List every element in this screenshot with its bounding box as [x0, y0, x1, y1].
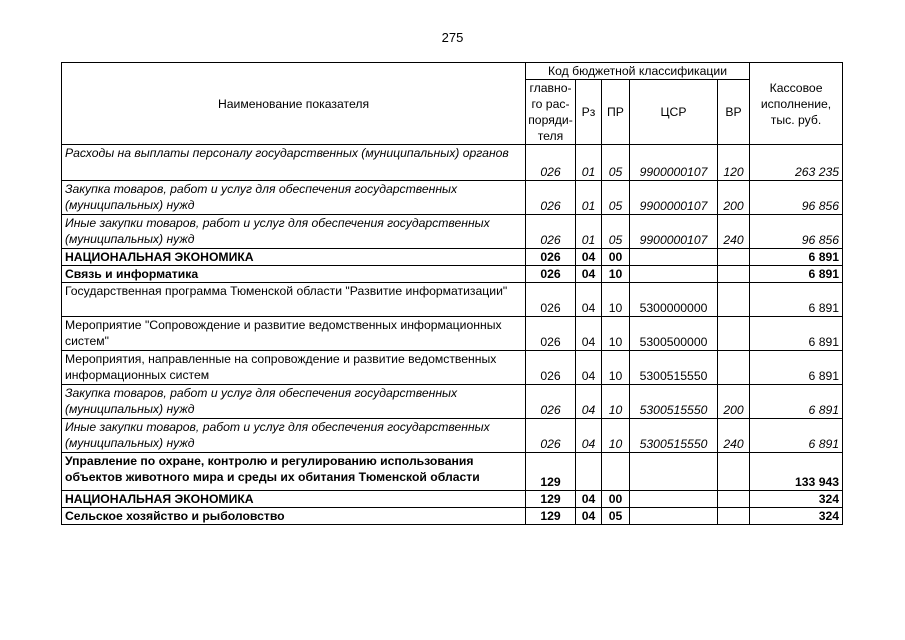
header-name: Наименование показателя	[62, 63, 526, 145]
row-amount: 6 891	[750, 317, 843, 351]
row-csr: 5300500000	[630, 317, 718, 351]
row-glavn: 026	[526, 181, 576, 215]
row-csr: 5300000000	[630, 283, 718, 317]
row-pr: 05	[602, 145, 630, 181]
row-name: Расходы на выплаты персоналу государственных (муниципальных) органов	[62, 145, 526, 181]
row-vr	[718, 508, 750, 525]
row-amount: 6 891	[750, 385, 843, 419]
row-name: Иные закупки товаров, работ и услуг для обеспечения государственных (муниципальных) нужд	[62, 419, 526, 453]
row-vr: 200	[718, 385, 750, 419]
row-amount: 324	[750, 508, 843, 525]
row-glavn: 129	[526, 491, 576, 508]
row-vr	[718, 491, 750, 508]
row-vr: 200	[718, 181, 750, 215]
row-csr: 5300515550	[630, 351, 718, 385]
header-rz: Рз	[576, 80, 602, 145]
row-name: Закупка товаров, работ и услуг для обеспечения государственных (муниципальных) нужд	[62, 385, 526, 419]
row-pr: 10	[602, 266, 630, 283]
row-amount: 6 891	[750, 419, 843, 453]
row-rz: 04	[576, 385, 602, 419]
table-row	[62, 351, 843, 385]
row-rz	[576, 453, 602, 491]
row-glavn: 026	[526, 419, 576, 453]
row-glavn: 026	[526, 215, 576, 249]
row-name: Государственная программа Тюменской области "Развитие информатизации"	[62, 283, 526, 317]
row-amount: 6 891	[750, 351, 843, 385]
row-rz: 04	[576, 491, 602, 508]
row-rz: 04	[576, 419, 602, 453]
row-csr: 5300515550	[630, 385, 718, 419]
row-rz: 04	[576, 508, 602, 525]
row-rz: 01	[576, 181, 602, 215]
row-pr: 10	[602, 419, 630, 453]
row-pr: 05	[602, 508, 630, 525]
row-name: Связь и информатика	[62, 266, 526, 283]
row-csr	[630, 249, 718, 266]
row-name: НАЦИОНАЛЬНАЯ ЭКОНОМИКА	[62, 491, 526, 508]
row-glavn: 129	[526, 453, 576, 491]
row-name: Управление по охране, контролю и регулированию использования объектов животного мира и среды их обитания Тюменской области	[62, 453, 526, 491]
header-vr: ВР	[718, 80, 750, 145]
row-pr: 00	[602, 249, 630, 266]
table-row	[62, 491, 843, 508]
row-pr: 10	[602, 385, 630, 419]
row-amount: 6 891	[750, 266, 843, 283]
row-vr	[718, 351, 750, 385]
row-name: Сельское хозяйство и рыболовство	[62, 508, 526, 525]
row-pr: 05	[602, 181, 630, 215]
row-glavn: 026	[526, 351, 576, 385]
row-glavn: 129	[526, 508, 576, 525]
row-vr: 120	[718, 145, 750, 181]
table-row	[62, 266, 843, 283]
row-csr	[630, 491, 718, 508]
row-pr: 10	[602, 351, 630, 385]
row-rz: 04	[576, 266, 602, 283]
row-glavn: 026	[526, 385, 576, 419]
row-name: НАЦИОНАЛЬНАЯ ЭКОНОМИКА	[62, 249, 526, 266]
row-vr: 240	[718, 215, 750, 249]
header-pr: ПР	[602, 80, 630, 145]
row-vr	[718, 317, 750, 351]
row-rz: 04	[576, 351, 602, 385]
row-vr: 240	[718, 419, 750, 453]
row-csr	[630, 453, 718, 491]
table-row	[62, 385, 843, 419]
row-csr: 9900000107	[630, 181, 718, 215]
row-csr: 5300515550	[630, 419, 718, 453]
row-name: Иные закупки товаров, работ и услуг для обеспечения государственных (муниципальных) нужд	[62, 215, 526, 249]
row-csr: 9900000107	[630, 145, 718, 181]
row-glavn: 026	[526, 145, 576, 181]
header-csr: ЦСР	[630, 80, 718, 145]
header-amount: Кассовое исполнение, тыс. руб.	[750, 63, 843, 145]
row-pr: 00	[602, 491, 630, 508]
row-rz: 01	[576, 145, 602, 181]
table-row	[62, 453, 843, 491]
table-row	[62, 283, 843, 317]
row-csr	[630, 508, 718, 525]
table-row	[62, 215, 843, 249]
row-pr: 10	[602, 283, 630, 317]
row-vr	[718, 453, 750, 491]
row-name: Мероприятие "Сопровождение и развитие ведомственных информационных систем"	[62, 317, 526, 351]
row-csr: 9900000107	[630, 215, 718, 249]
row-amount: 263 235	[750, 145, 843, 181]
row-amount: 133 943	[750, 453, 843, 491]
row-glavn: 026	[526, 317, 576, 351]
row-pr: 05	[602, 215, 630, 249]
row-rz: 04	[576, 283, 602, 317]
row-amount: 6 891	[750, 249, 843, 266]
table-row	[62, 145, 843, 181]
row-rz: 04	[576, 317, 602, 351]
row-rz: 01	[576, 215, 602, 249]
table-row	[62, 317, 843, 351]
row-csr	[630, 266, 718, 283]
row-pr: 10	[602, 317, 630, 351]
row-vr	[718, 283, 750, 317]
row-name: Закупка товаров, работ и услуг для обеспечения государственных (муниципальных) нужд	[62, 181, 526, 215]
header-glavn: главно-го рас-поряди-теля	[526, 80, 576, 145]
row-glavn: 026	[526, 283, 576, 317]
row-pr	[602, 453, 630, 491]
row-amount: 6 891	[750, 283, 843, 317]
table-body	[62, 145, 843, 525]
row-name: Мероприятия, направленные на сопровождение и развитие ведомственных информационных систем	[62, 351, 526, 385]
header-kbk: Код бюджетной классификации	[526, 63, 750, 80]
row-amount: 96 856	[750, 181, 843, 215]
row-amount: 324	[750, 491, 843, 508]
row-rz: 04	[576, 249, 602, 266]
table-row	[62, 181, 843, 215]
budget-table	[61, 62, 843, 525]
row-glavn: 026	[526, 266, 576, 283]
table-row	[62, 419, 843, 453]
row-glavn: 026	[526, 249, 576, 266]
row-vr	[718, 266, 750, 283]
row-vr	[718, 249, 750, 266]
table-row	[62, 508, 843, 525]
table-row	[62, 249, 843, 266]
row-amount: 96 856	[750, 215, 843, 249]
page-number: 275	[441, 30, 464, 45]
